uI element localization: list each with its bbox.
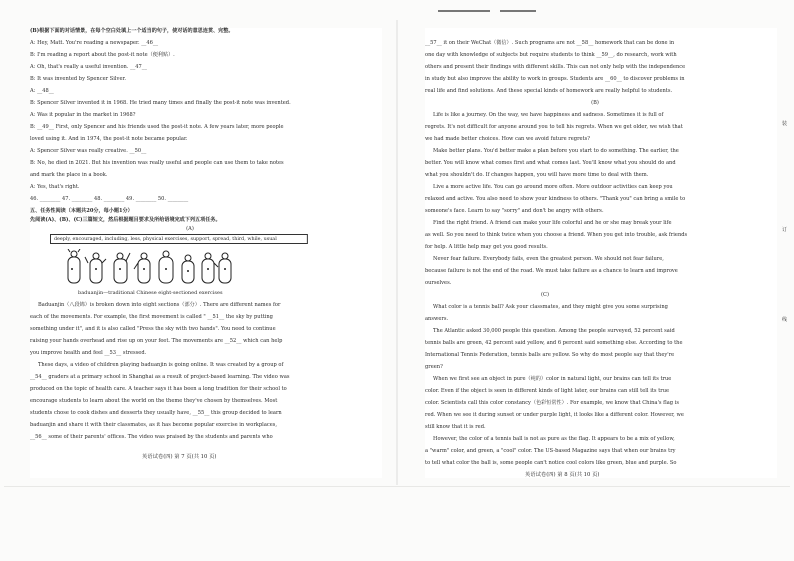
dialogue-line: A: Oh, that's really a useful invention. __47__: [30, 64, 147, 70]
passage-c-line: However, the color of a tennis ball is not as pure as the flag. It appears to be a mix of yellow,: [433, 436, 675, 442]
passage-b-line: someone's face. Learn to say "sorry" and don't be angry with others.: [425, 208, 604, 214]
section-instruction: 先阅读(A)、(B)、(C)三篇短文，然后根据题目要求及所给语境完成下列五项任务。: [30, 217, 221, 223]
passage-b-line: what you shouldn't do. If changes happen, you will have more time to deal with them.: [425, 172, 649, 178]
scan-mark: [500, 10, 536, 12]
passage-c-line: When we first see an object in pure（纯的）color in natural light, our brains can tell its true: [433, 376, 672, 382]
passage-b-line: ourselves.: [425, 280, 452, 286]
passage-line: These days, a video of children playing baduanjin is going online. It was created by a group of: [38, 362, 284, 368]
passage-b-line: Never fear failure. Everybody fails, even the greatest person. We should not fear failure,: [433, 256, 664, 262]
passage-b-line: better. You will know what comes first and what comes last. You'll know what you should do and: [425, 160, 676, 166]
passage-line: in study but also improve the ability to work in groups. Students are __60__ to discover problems in: [425, 76, 685, 82]
dialogue-line: A: Was it popular in the market in 1968?: [30, 112, 136, 118]
passage-line: each of the movements. For example, the first movement is called " __51__ the sky by putting: [30, 314, 273, 320]
passage-c-line: green?: [425, 364, 443, 370]
exam-page-7: [30, 28, 382, 478]
passage-line: students chose to cook dishes and desserts they usually have, __55__ this group decided to learn: [30, 410, 282, 416]
passage-line: real life and find solutions. And these special kinds of homework are really helpful to students.: [425, 88, 673, 94]
dialogue-line: B: __49__ First, only Spencer and his friends used the post-it note. A few years later, more people: [30, 124, 284, 130]
dialogue-line: loved using it. And in 1974, the post-it note became popular.: [30, 136, 188, 142]
passage-line: __57__ it on their WeChat（微信）. Such programs are not __58__ homework that can be done in: [425, 40, 675, 46]
passage-b-line: we had made better choices. How can we avoid future regrets?: [425, 136, 591, 142]
passage-c-line: color. Even if the object is seen in different kinds of light later, our brains can still tell its true: [425, 388, 670, 394]
dialogue-line: B: I'm reading a report about the post-it note（便利贴）.: [30, 52, 175, 58]
passage-b-line: because failure is not the end of the road. We must take failure as a chance to learn and improve: [425, 268, 678, 274]
passage-c-line: tennis balls are green, 42 percent said yellow, and 6 percent said something else. According to the: [425, 340, 683, 346]
passage-b-line: as well. So you need to think twice when you choose a friend. When you get into trouble, ask friends: [425, 232, 688, 238]
passage-c-line: red. When we see it during sunset or under purple light, it looks like a different color. However, we: [425, 412, 684, 418]
figure-caption: baduanjin—traditional Chinese eight-sectioned exercises: [78, 290, 223, 296]
passage-b-line: Life is like a journey. On the way, we have happiness and sadness. Sometimes it is full of: [433, 112, 664, 118]
passage-b-line: regrets. It's not difficult for anyone around you to tell his regrets. When we get older, we wish that: [425, 124, 683, 130]
passage-line: baduanjin and share it with their classmates, as it has become popular exercise in workplaces,: [30, 422, 278, 428]
passage-line: produced on the topic of health care. A teacher says it has been a long tradition for their school to: [30, 386, 287, 392]
passage-c-line: answers.: [425, 316, 449, 322]
binding-mark: 装: [782, 121, 788, 127]
exam-page-8: [425, 28, 777, 478]
dialogue-line: B: No, he died in 2021. But his invention was really useful and people can use them to take notes: [30, 160, 284, 166]
scan-edge-line: [4, 486, 790, 487]
passage-line: __56__ some of their parents' offices. The video was praised by the students and parents who: [30, 434, 273, 440]
baduanjin-figures-illustration: [62, 249, 232, 289]
passage-line: raising your hands overhead and rise up on your feet. The movements are __52__ which can help: [30, 338, 283, 344]
dialogue-line: A: Yes, that's right.: [30, 184, 80, 190]
part-c-label: (C): [541, 292, 549, 298]
passage-b-line: relaxed and active. You also need to show your kindness to others. "Thank you" can bring a smile to: [425, 196, 686, 202]
dialogue-line: B: It was invented by Spencer Silver.: [30, 76, 127, 82]
passage-c-line: What color is a tennis ball? Ask your classmates, and they might give you some surprising: [433, 304, 668, 310]
dialogue-line: A: Hey, Matt. You're reading a newspaper. __46__: [30, 40, 159, 46]
dialogue-line: A: Spencer Silver was really creative. __50__: [30, 148, 147, 154]
passage-c-line: still know that it is red.: [425, 424, 486, 430]
passage-b-line: Live a more active life. You can go around more often. More outdoor activities can keep you: [433, 184, 673, 190]
passage-c-line: a "warm" color, and green, a "cool" color. The US-based Magazine says that when our brains try: [425, 448, 676, 454]
passage-c-line: color. Scientists call this color constancy（色彩恒常性）. For example, we know that China's flag is: [425, 400, 679, 406]
passage-c-line: The Atlantic asked 30,000 people this question. Among the people surveyed, 52 percent said: [433, 328, 675, 334]
passage-b-line: Make better plans. You'd better make a plan before you start to do something. The earlier, the: [433, 148, 679, 154]
part-b-label: (B): [591, 100, 599, 106]
answer-blanks: 46. ________ 47. ________ 48. ________ 49. ________ 50. ________: [30, 196, 189, 202]
binding-mark: 订: [782, 227, 788, 233]
part-a-label: (A): [186, 226, 194, 232]
passage-line: encourage students to learn about the world on the theme they've chosen by themselves. Most: [30, 398, 278, 404]
passage-line: something under it", and it is also called "Press the sky with two hands". You need to continue: [30, 326, 276, 332]
passage-line: others and present their findings with different skills. This can not only help with the independence: [425, 64, 686, 70]
passage-line: Baduanjin（八段锦）is broken down into eight sections（部分）. There are different names for: [38, 302, 281, 308]
passage-line: one day with knowledge of subjects but require students to think __59__, do research, work with: [425, 52, 677, 58]
page-gutter: [388, 20, 406, 485]
dialogue-instruction: (B)根据下面的对话情景，在每个空白处填上一个适当的句子，使对话的意思连贯、完整。: [30, 28, 234, 34]
scan-mark: [438, 10, 490, 12]
passage-c-line: International Tennis Federation, tennis balls are yellow. So why do most people say that they're: [425, 352, 675, 358]
passage-line: you improve health and feel __53__ stressed.: [30, 350, 147, 356]
section-title: 五、任务性阅读（本题共20分，每小题1分）: [30, 208, 133, 214]
word-box: deeply, encouraged, including, less, physical exercises, support, spread, third, while, usual: [50, 234, 308, 244]
page-footer: 英语试卷(四) 第 8 页(共 10 页): [525, 472, 600, 478]
passage-c-line: to tell what color the ball is, some people can't notice cool colors like green, blue and purple. So: [425, 460, 677, 466]
dialogue-line: and mark the place in a book.: [30, 172, 108, 178]
passage-b-line: Find the right friend. A friend can make your life colorful and he or she may break your life: [433, 220, 672, 226]
dialogue-line: B: Spencer Silver invented it in 1968. He tried many times and finally the post-it note was invented.: [30, 100, 291, 106]
binding-mark: 线: [782, 317, 788, 323]
page-footer: 英语试卷(四) 第 7 页(共 10 页): [142, 454, 217, 460]
passage-b-line: for help. A little help may get you good results.: [425, 244, 548, 250]
passage-line: __54__ graders at a primary school in Shanghai as a result of project-based learning. The video was: [30, 374, 290, 380]
dialogue-line: A: __48__: [30, 88, 54, 94]
